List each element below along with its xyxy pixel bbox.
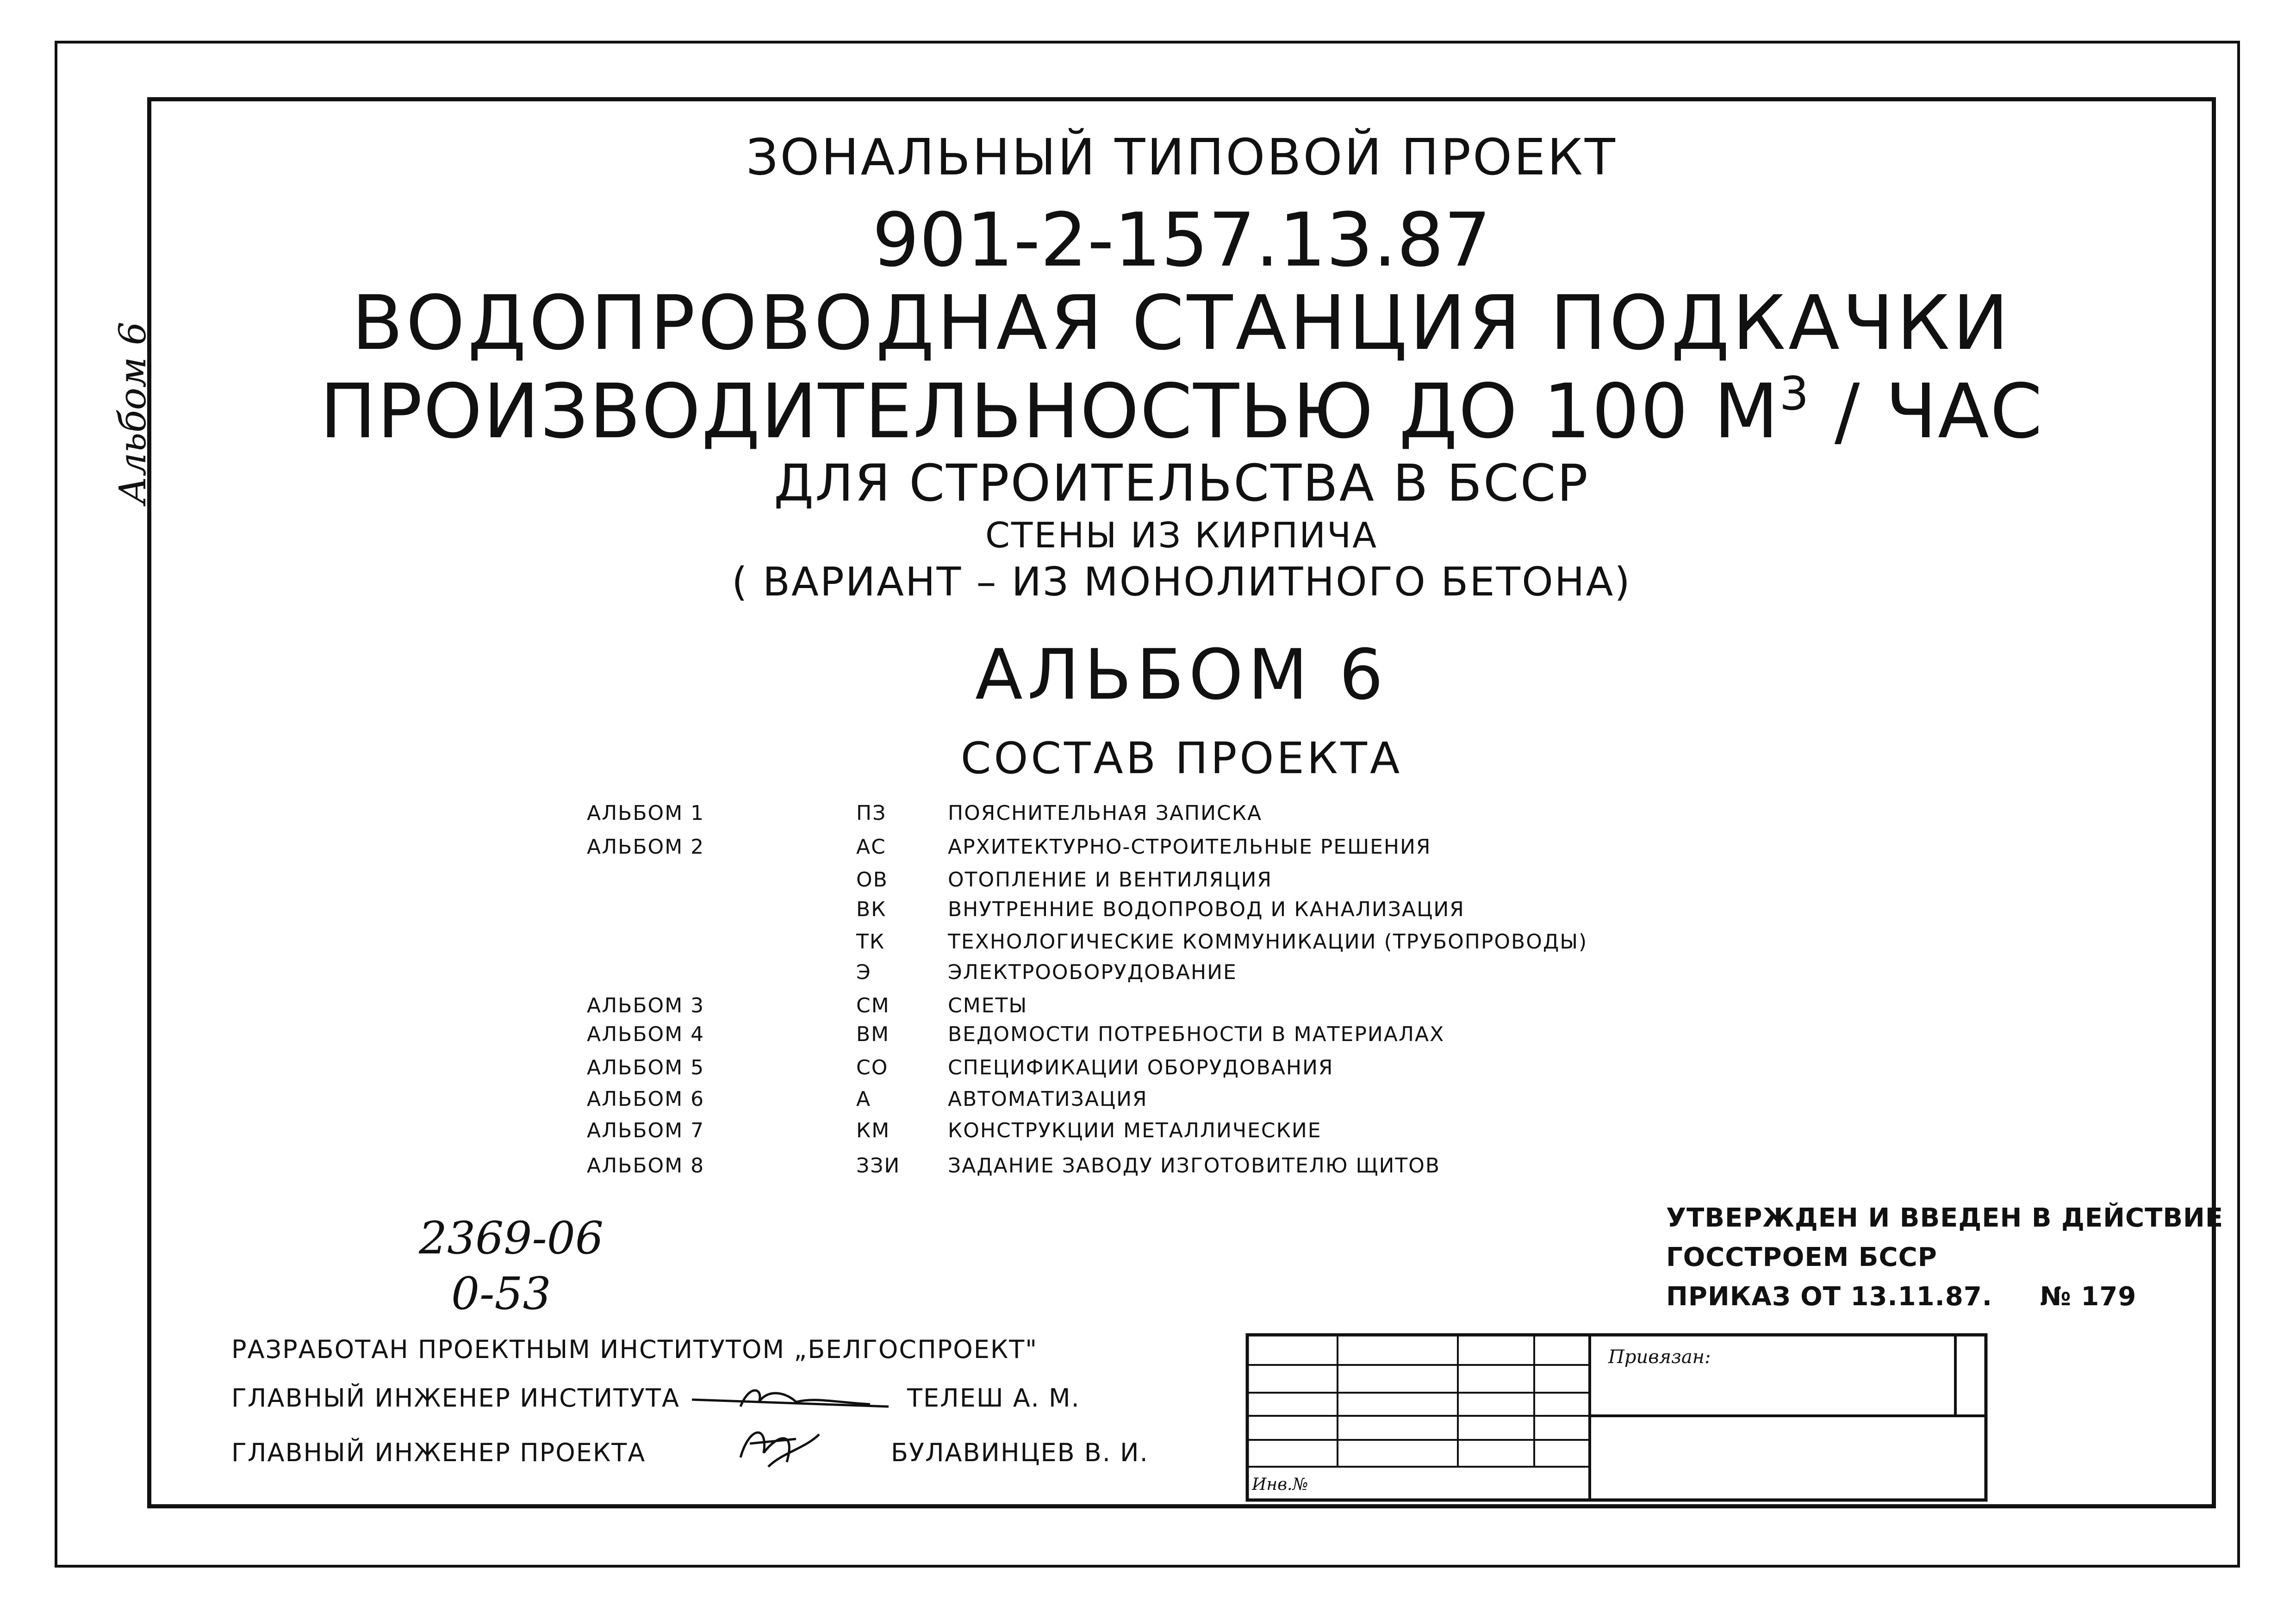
subtitle-variant: ( ВАРИАНТ – ИЗ МОНОЛИТНОГО БЕТОНА) [732,559,1631,605]
section-name: ТЕХНОЛОГИЧЕСКИЕ КОММУНИКАЦИИ (ТРУБОПРОВОДЫ) [948,930,1588,954]
section-name: ЗАДАНИЕ ЗАВОДУ ИЗГОТОВИТЕЛЮ ЩИТОВ [948,1154,1441,1178]
album-label: АЛЬБОМ 1 [587,801,705,825]
title-line-2-main: ПРОИЗВОДИТЕЛЬНОСТЬЮ ДО 100 М [320,368,1780,455]
section-code: ВМ [856,1023,890,1046]
section-code: СМ [856,994,890,1017]
album-number: АЛЬБОМ 6 [975,635,1388,715]
subtitle-region: ДЛЯ СТРОИТЕЛЬСТВА В БССР [774,453,1589,513]
section-name: АРХИТЕКТУРНО-СТРОИТЕЛЬНЫЕ РЕШЕНИЯ [948,835,1431,859]
stamp-bound-label: Привязан: [1608,1346,1711,1368]
chief-engineer-institute-name: ТЕЛЕШ А. М. [907,1383,1080,1413]
section-code: Э [856,961,871,984]
signature-telesh [692,1390,889,1407]
album-label: АЛЬБОМ 8 [587,1154,705,1178]
section-name: СМЕТЫ [948,994,1028,1017]
project-code: 901-2-157.13.87 [872,197,1491,283]
approval-line-1: УТВЕРЖДЕН И ВВЕДЕН В ДЕЙСТВИЕ [1666,1203,2224,1233]
section-name: ВЕДОМОСТИ ПОТРЕБНОСТИ В МАТЕРИАЛАХ [948,1023,1445,1046]
approval-line-3: ПРИКАЗ ОТ 13.11.87. № 179 [1666,1282,2137,1312]
album-label: АЛЬБОМ 3 [587,994,705,1017]
section-code: СО [856,1056,889,1079]
chief-engineer-institute-label: ГЛАВНЫЙ ИНЖЕНЕР ИНСТИТУТА [231,1383,680,1413]
developer-institute: РАЗРАБОТАН ПРОЕКТНЫМ ИНСТИТУТОМ „БЕЛГОСПРОЕКТ" [231,1335,1038,1364]
subtitle-walls: СТЕНЫ ИЗ КИРПИЧА [985,515,1378,556]
section-code: ВК [856,898,887,921]
title-line-2-tail: / ЧАС [1810,368,2043,455]
chief-engineer-project-label: ГЛАВНЫЙ ИНЖЕНЕР ПРОЕКТА [231,1438,646,1467]
inventory-number: 2369-06 [419,1212,604,1264]
section-name: АВТОМАТИЗАЦИЯ [948,1087,1148,1111]
stamp-inventory-label: Инв.№ [1252,1475,1308,1494]
section-name: ПОЯСНИТЕЛЬНАЯ ЗАПИСКА [948,801,1263,825]
title-line-2-superscript: 3 [1779,366,1810,421]
section-name: КОНСТРУКЦИИ МЕТАЛЛИЧЕСКИЕ [948,1119,1322,1142]
section-code: АС [856,835,886,859]
section-code: ПЗ [856,801,887,825]
section-code: А [856,1087,871,1111]
chief-engineer-project-name: БУЛАВИНЦЕВ В. И. [891,1438,1149,1467]
project-type: ЗОНАЛЬНЫЙ ТИПОВОЙ ПРОЕКТ [746,129,1617,186]
inventory-number-secondary: 0-53 [451,1268,551,1320]
album-label: АЛЬБОМ 6 [587,1087,705,1111]
composition-heading: СОСТАВ ПРОЕКТА [960,733,1403,784]
album-label: АЛЬБОМ 5 [587,1056,705,1079]
section-name: ЭЛЕКТРООБОРУДОВАНИЕ [948,961,1237,984]
title-line-1: ВОДОПРОВОДНАЯ СТАНЦИЯ ПОДКАЧКИ [351,280,2012,367]
album-label: АЛЬБОМ 7 [587,1119,705,1142]
section-code: ОВ [856,868,888,892]
section-code: ЗЗИ [856,1154,901,1178]
section-name: СПЕЦИФИКАЦИИ ОБОРУДОВАНИЯ [948,1056,1334,1079]
section-name: ОТОПЛЕНИЕ И ВЕНТИЛЯЦИЯ [948,868,1272,892]
section-code: КМ [856,1119,890,1142]
approval-line-2: ГОССТРОЕМ БССР [1666,1242,1937,1272]
section-name: ВНУТРЕННИЕ ВОДОПРОВОД И КАНАЛИЗАЦИЯ [948,898,1465,921]
signature-bulavintsev [740,1432,819,1467]
album-label: АЛЬБОМ 2 [587,835,705,859]
album-label: АЛЬБОМ 4 [587,1023,705,1046]
section-code: ТК [856,930,885,954]
margin-note: Альбом 6 [111,322,154,504]
